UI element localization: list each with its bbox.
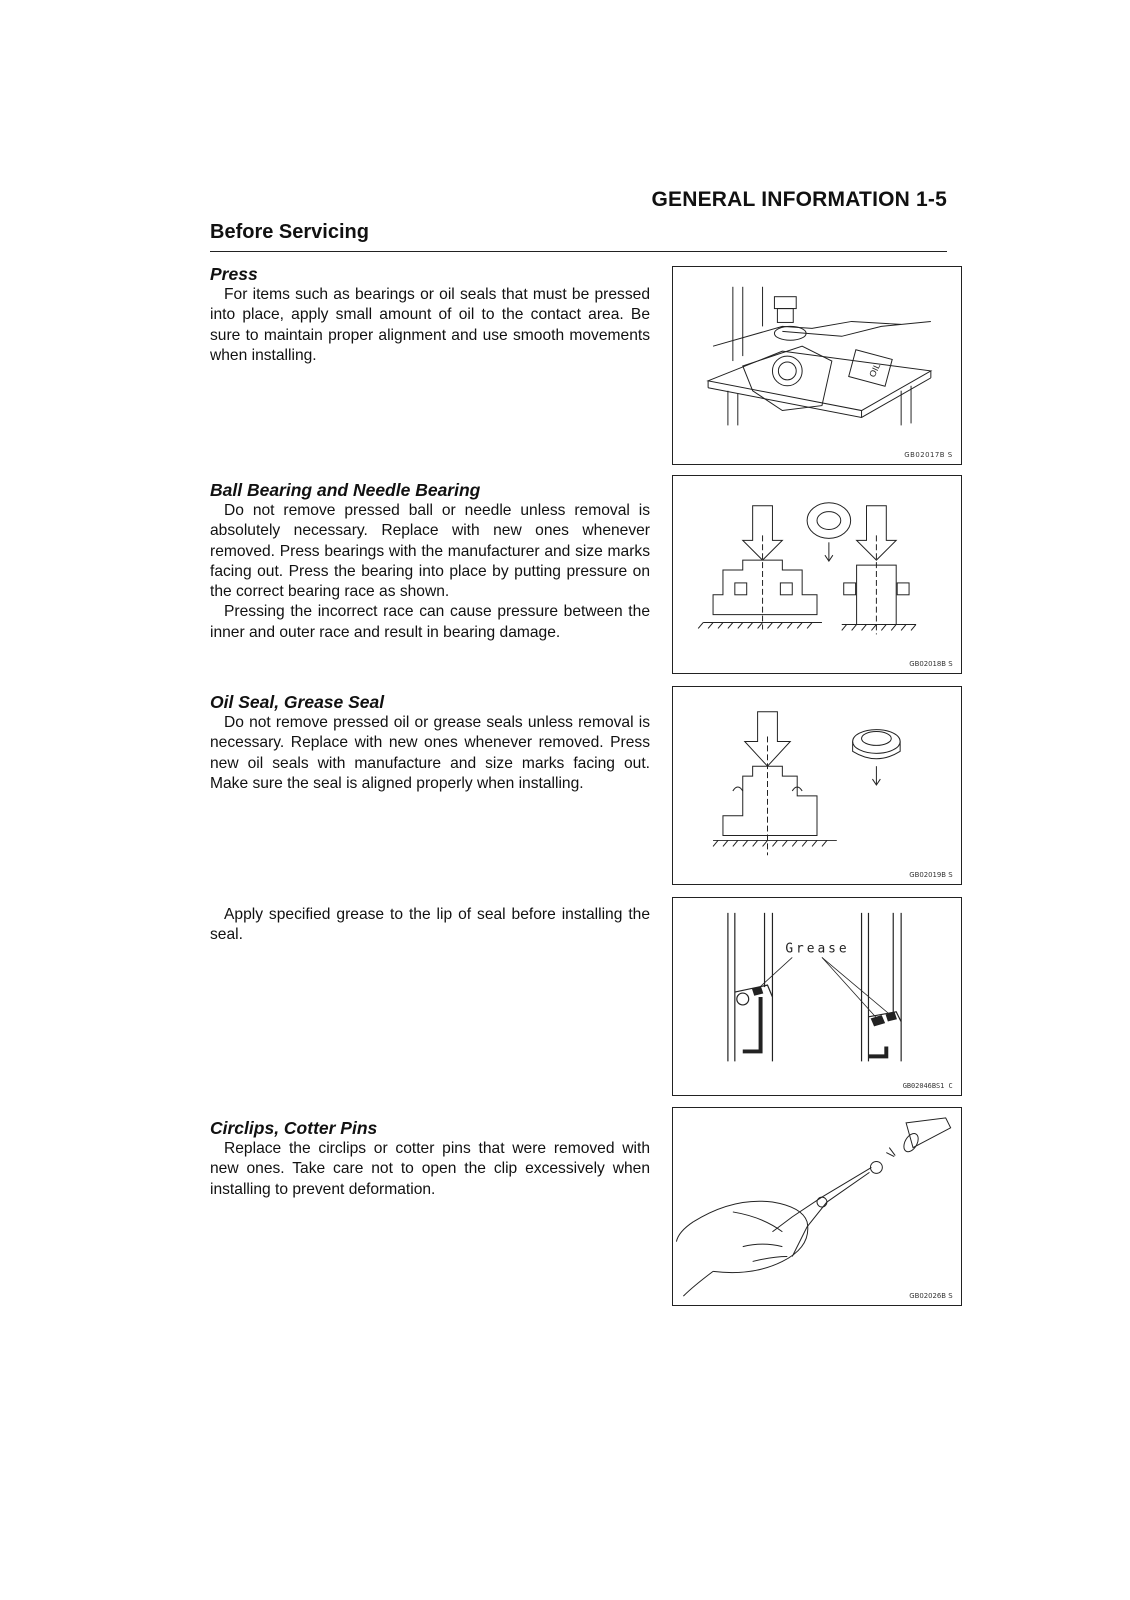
bearing-paragraph-1: Do not remove pressed ball or needle unless removal is absolutely necessary. Replace with new ones whenever removed. Press bearings with the manufacturer and size marks facing out. Press the bearing into place by putting pressure on the correct bearing race as shown. bbox=[210, 502, 650, 601]
grease-seal-diagram bbox=[673, 898, 961, 1095]
bearing-block bbox=[210, 479, 650, 643]
figure-code: GB02026B S bbox=[909, 1292, 953, 1301]
grease-figure bbox=[672, 897, 962, 1096]
press-illustration bbox=[673, 267, 961, 464]
press-paragraph: For items such as bearings or oil seals that must be pressed into place, apply small amount of oil to the contact area. Be sure to maintain proper alignment and use smooth movements when installing. bbox=[210, 286, 650, 364]
press-block bbox=[210, 263, 650, 366]
circlip-block bbox=[210, 1117, 650, 1200]
section-title: Before Servicing bbox=[210, 221, 369, 243]
circlip-heading: Circlips, Cotter Pins bbox=[210, 1118, 378, 1138]
circlip-figure bbox=[672, 1107, 962, 1306]
seal-paragraph: Do not remove pressed oil or grease seals unless removal is necessary. Replace with new ones whenever removed. Press new oil seals with manufacture and size marks facing out. Make sure the seal is aligned properly when installing. bbox=[210, 714, 650, 792]
section-divider bbox=[210, 251, 947, 252]
figure-code: GB02018B S bbox=[909, 660, 953, 669]
seal-block bbox=[210, 691, 650, 794]
circlip-paragraph: Replace the circlips or cotter pins that were removed with new ones. Take care not to open the clip excessively when installing to prevent deformation. bbox=[210, 1140, 650, 1198]
grease-label: Grease bbox=[785, 941, 850, 957]
grease-block bbox=[210, 905, 650, 946]
bearing-figure bbox=[672, 475, 962, 674]
press-heading: Press bbox=[210, 264, 258, 284]
svg-text:OIL: OIL bbox=[867, 361, 883, 379]
bearing-paragraph-2: Pressing the incorrect race can cause pressure between the inner and outer race and result in bearing damage. bbox=[210, 603, 650, 641]
circlip-pliers-illustration bbox=[673, 1108, 961, 1305]
grease-paragraph: Apply specified grease to the lip of seal before installing the seal. bbox=[210, 906, 650, 944]
figure-code: GB02017B S bbox=[904, 451, 953, 460]
seal-figure bbox=[672, 686, 962, 885]
bearing-heading: Ball Bearing and Needle Bearing bbox=[210, 480, 481, 500]
seal-heading: Oil Seal, Grease Seal bbox=[210, 692, 385, 712]
figure-code: GB02046BS1 C bbox=[902, 1082, 953, 1091]
press-figure bbox=[672, 266, 962, 465]
seal-press-diagram bbox=[673, 687, 961, 884]
page-header: GENERAL INFORMATION 1-5 bbox=[651, 188, 947, 211]
bearing-press-diagram bbox=[673, 476, 961, 673]
figure-code: GB02019B S bbox=[909, 871, 953, 880]
